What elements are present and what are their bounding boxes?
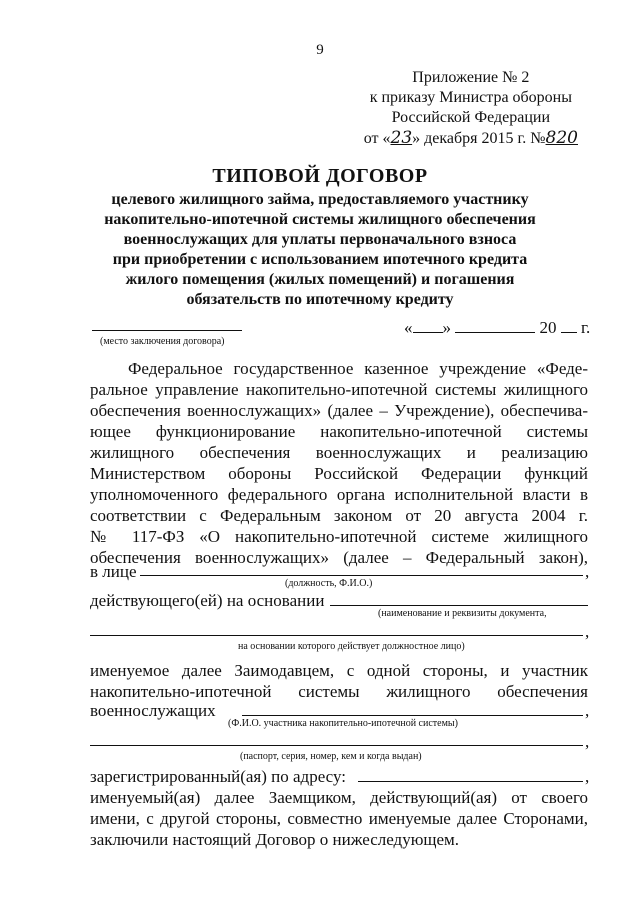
page-number: 9 — [316, 42, 324, 58]
passport-field[interactable] — [90, 745, 583, 746]
comma: , — [585, 732, 590, 751]
appendix-title: Приложение № 2 — [412, 69, 530, 86]
paragraph-line: ющее функционирование накопительно-ипотечной системы — [90, 422, 588, 441]
closing-line: именуемый(ая) далее Заемщиком, действующий(ая) от своего — [90, 788, 588, 807]
place-caption: (место заключения договора) — [100, 336, 225, 347]
participant-caption: (Ф.И.О. участника накопительно-ипотечной системы) — [228, 718, 458, 729]
acting-basis-label: действующего(ей) на основании — [90, 591, 325, 610]
date-month-field[interactable] — [455, 318, 535, 333]
subtitle-line: целевого жилищного займа, предоставляемого участнику — [111, 191, 529, 208]
appendix-block — [364, 68, 578, 149]
paragraph-line: № 117-ФЗ «О накопительно-ипотечной системе жилищного — [90, 527, 588, 546]
document-subtitle — [0, 190, 640, 310]
in-person-label: в лице — [90, 562, 137, 581]
subtitle-line: при приобретении с использованием ипотечного кредита — [112, 251, 528, 268]
address-field[interactable] — [358, 781, 583, 782]
date-year-field[interactable] — [561, 318, 577, 333]
paragraph-line: ральное управление накопительно-ипотечной системы жилищного — [90, 380, 588, 399]
subtitle-line: накопительно-ипотечной системы жилищного обеспечения — [104, 211, 536, 228]
appendix-order: к приказу Министра обороны — [369, 89, 572, 106]
subtitle-line: военнослужащих для уплаты первоначального взноса — [123, 231, 517, 248]
position-field[interactable] — [140, 575, 583, 576]
paragraph-line: обеспечения военнослужащих» (далее – Федеральный закон), — [90, 548, 588, 567]
servicemen-label: военнослужащих — [90, 701, 216, 720]
closing-line-last: заключили настоящий Договор о нижеследующем. — [90, 830, 460, 849]
paragraph-line: обеспечения военнослужащих» (далее – Учреждение), обеспечива- — [90, 401, 588, 420]
paragraph-line: соответствии с Федеральным законом от 20 августа 2004 г. — [90, 506, 588, 525]
basis-field[interactable] — [330, 605, 588, 606]
position-caption: (должность, Ф.И.О.) — [285, 578, 373, 589]
comma: , — [585, 701, 590, 720]
paragraph-line: уполномоченного федерального органа исполнительной власти в — [90, 485, 588, 504]
contract-date: « » 20 г. — [404, 318, 591, 337]
closing-line: имени, с другой стороны, совместно именуемые далее Сторонами, — [90, 809, 588, 828]
participant-field[interactable] — [242, 715, 583, 716]
appendix-country: Российской Федерации — [391, 109, 551, 126]
passport-caption: (паспорт, серия, номер, кем и когда выдан) — [240, 751, 422, 762]
paragraph-line: Министерством обороны Российской Федерации функций — [90, 464, 588, 483]
document-caption-continued: на основании которого действует должностное лицо) — [238, 641, 465, 652]
place-field[interactable] — [92, 330, 242, 331]
date-day-field[interactable] — [413, 318, 443, 333]
comma: , — [585, 622, 590, 641]
paragraph-line: жилищного обеспечения военнослужащих и реализацию — [90, 443, 588, 462]
paragraph-line: Федеральное государственное казенное учреждение «Феде- — [128, 359, 588, 378]
subtitle-line: обязательств по ипотечному кредиту — [186, 291, 454, 308]
basis-field-continued[interactable] — [90, 635, 583, 636]
document-title: ТИПОВОЙ ДОГОВОР — [212, 165, 428, 187]
comma: , — [585, 767, 590, 786]
appendix-date: от «23» декабря 2015 г. №820 — [363, 128, 578, 148]
document-caption: (наименование и реквизиты документа, — [378, 608, 547, 619]
comma: , — [585, 562, 590, 581]
registered-label: зарегистрированный(ая) по адресу: — [90, 767, 346, 786]
subtitle-line: жилого помещения (жилых помещений) и погашения — [125, 271, 515, 288]
handwritten-day: 23 — [390, 128, 413, 148]
handwritten-number: 820 — [545, 128, 578, 148]
lender-line: именуемое далее Заимодавцем, с одной стороны, и участник — [90, 661, 588, 680]
lender-line: накопительно-ипотечной системы жилищного обеспечения — [90, 682, 588, 701]
